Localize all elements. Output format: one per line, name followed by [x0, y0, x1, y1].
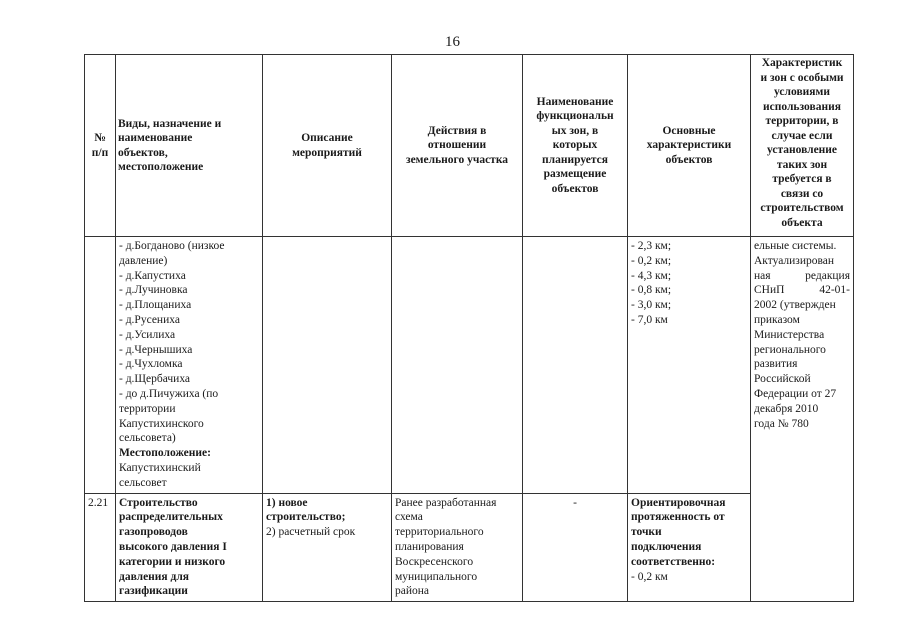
- row-a-objects: - д.Богданово (низкое давление) - д.Капустиха - д.Лучиновка - д.Площаниха - д.Русениха - д.Усилиха - д.Чернышиха - д.Чухломка - д.Щербачиха - до д.Пичужиха (по территории Капустихинского сельсовета) Местоположение: Капустихинский сельсовет: [116, 237, 263, 494]
- table-row: [85, 493, 854, 602]
- page-number: 16: [445, 34, 460, 50]
- row-a-zones: [523, 237, 628, 494]
- header-num: № п/п: [85, 55, 116, 237]
- row-b-objects: Строительство распределительных газопроводов высокого давления I категории и низкого давления для газификации: [116, 493, 263, 602]
- row-b-special-zones: [751, 493, 854, 602]
- row-b-zones: -: [523, 493, 628, 602]
- row-b-description: 1) новое строительство; 2) расчетный срок: [263, 493, 392, 602]
- row-b-characteristics: Ориентировочная протяженность от точки подключения соответственно: - 0,2 км: [628, 493, 751, 602]
- planning-table: [84, 54, 854, 602]
- header-special-zones: Характеристик и зон с особыми условиями использования территории, в случае если установление таких зон требуется в связи со строительством объекта: [751, 55, 854, 237]
- row-a-actions: [392, 237, 523, 494]
- table-row: [85, 237, 854, 494]
- header-actions: Действия в отношении земельного участка: [392, 55, 523, 237]
- row-a-num: [85, 237, 116, 494]
- row-a-special-zones: ельные системы. Актуализирован ная редакция СНиП 42-01- 2002 (утвержден приказом Министерства регионального развития Российской Федерации от 27 декабря 2010 года № 780: [751, 237, 854, 494]
- table-header-row: [85, 55, 854, 237]
- row-a-characteristics: - 2,3 км; - 0,2 км; - 4,3 км; - 0,8 км; - 3,0 км; - 7,0 км: [628, 237, 751, 494]
- row-b-actions: Ранее разработанная схема территориального планирования Воскресенского муниципального района: [392, 493, 523, 602]
- header-zones: Наименование функциональн ых зон, в которых планируется размещение объектов: [523, 55, 628, 237]
- header-objects: Виды, назначение и наименование объектов, местоположение: [116, 55, 263, 237]
- row-a-description: [263, 237, 392, 494]
- row-b-num: 2.21: [85, 493, 116, 602]
- header-description: Описание мероприятий: [263, 55, 392, 237]
- location-label: Местоположение:: [119, 447, 211, 460]
- header-characteristics: Основные характеристики объектов: [628, 55, 751, 237]
